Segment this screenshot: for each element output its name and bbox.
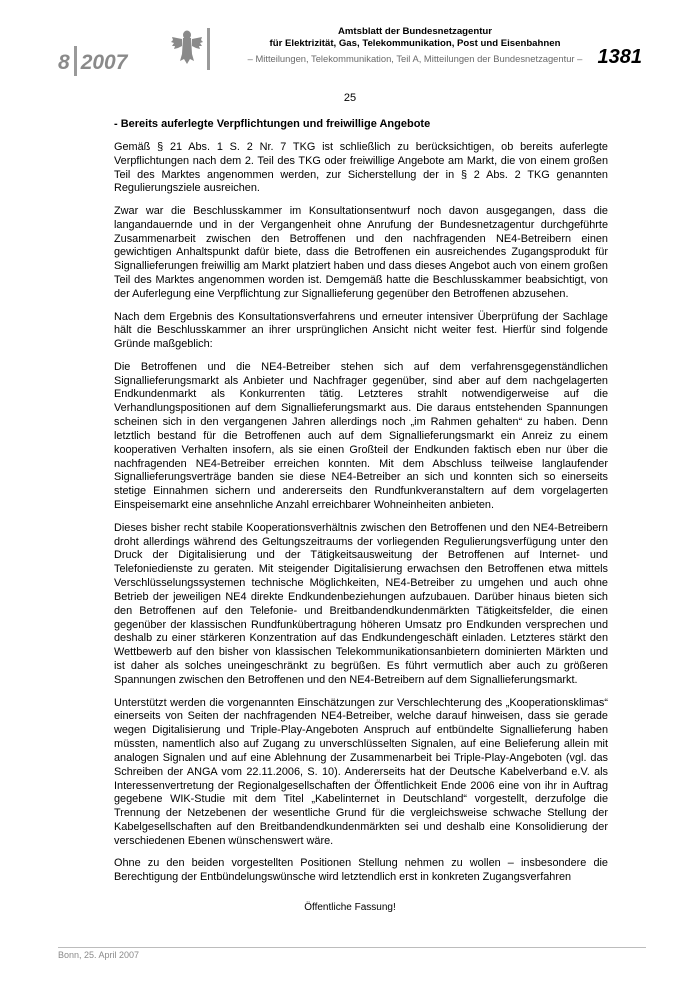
paragraph: Unterstützt werden die vorgenannten Einschätzungen zur Verschlechterung des „Kooperationsklimas“ einerseits von Seiten der nachfragenden NE4-Betreiber, welche darauf hinweisen, dass sie gerade wegen Digitalisierung und Triple-Play-Angeboten Anspruch auf entbündelte Signallieferung haben müssten, namentlich also auf Zugang zu unverschlüsselten Signalen, auf eine Belieferung allein mit analogen Signalen und auf eine Ablehnung der Zusammenarbeit bei Triple-Play-Angeboten (vgl. das Schreiben der ANGA vom 22.11.2006, S. 10). Andererseits hat der Deutsche Kabelverband e.V. als Interessenvertretung der Regionalgesellschaften der Öffentlichkeit Ende 2006 eine von ihr in Auftrag gegebene WIK-Studie mit dem Titel „Kabelinternet in Deutschland“ vorgestellt, derzufolge die Trennung der Netzebenen der wesentliche Grund für die vergleichsweise schwache Stellung der Kabelgesellschaften auf den Breitbandendkundenmärkten sei und deshalb eine Konsolidierung der verschiedenen Ebenen wünschenswert wäre. xyxy=(114,696,608,847)
issue-year: 2007 xyxy=(80,51,128,74)
issue-label xyxy=(58,46,127,76)
footer-rule xyxy=(58,947,646,948)
gazette-page-number: 1381 xyxy=(597,46,642,68)
paragraph: Dieses bisher recht stabile Kooperationsverhältnis zwischen den Betroffenen und den NE4-Betreibern droht allerdings während des Geltungszeitraums der vorliegenden Regulierungsverfügung unter den Druck der Digitalisierung und der Tätigkeitsausweitung der Betroffenen auf Internet- und Telefoniedienste zu geraten. Mit steigender Digitalisierung erwachsen den Betroffenen etwa mittels Verschlüsselungssystemen technische Möglichkeiten, NE4-Betreiber zu umgehen und auch ohne Betrieb der jeweiligen NE4 direkte Endkundenbeziehungen aufzubauen. Darüber hinaus bieten sich den Betroffenen auf den Telefonie- und Breitbandendkundenmärkten Tätigkeitsfelder, die einen gegenüber der klassischen Rundfunkübertragung höheren Umsatz pro Endkunden versprechen und deshalb zu einer stärkeren Konzentration auf das Endkundengeschäft einladen. Letzteres stärkt den Wettbewerb auf den bisher von klassischen Telekommunikationsanbietern dominierten Märkten und ist daher als solches uneingeschränkt zu begrüßen. Es führt vermutlich aber auch zu größeren Spannungen zwischen den Betroffenen und den NE4-Betreibern auf dem Signallieferungsmarkt. xyxy=(114,521,608,686)
paragraph: Die Betroffenen und die NE4-Betreiber stehen sich auf dem verfahrensgegenständlichen Signallieferungsmarkt als Anbieter und Nachfrager gegenüber, sind aber auf dem nachgelagerten Endkundenmarkt als Konkurrenten tätig. Letzteres strahlt notwendigerweise auf die Verhandlungspositionen auf dem Signallieferungsmarkt aus. Die daraus entstehenden Spannungen scheinen sich in den vergangenen Jahren allerdings noch „im Rahmen gehalten“ zu haben. Denn letztlich bestand für die Betroffenen auch auf dem Signallieferungsmarkt ein Anreiz zu einem kooperativen Verhalten insofern, als sie einen Großteil der Endkunden faktisch eben nur über die nachfragenden NE4-Betreiber erreichen konnten. Mit dem Abschluss teilweise langlaufender Signallieferungsverträge banden sie diese NE4-Betreiber an sich und konnten sich so einerseits stetige Einnahmen sichern und andererseits den Rundfunkveranstaltern auf dem vorgelagerten Einspeisemarkt eine ansehnliche Anzahl erreichbarer Wohneinheiten anbieten. xyxy=(114,360,608,512)
issue-separator xyxy=(74,46,77,76)
gazette-subtitle: – Mitteilungen, Telekommunikation, Teil A, Mitteilungen der Bundesnetzagentur – xyxy=(247,53,583,64)
paragraph: Ohne zu den beiden vorgestellten Positionen Stellung nehmen zu wollen – insbesondere die Berechtigung der Entbündelungswünsche wird letztendlich erst in konkreten Zugangsverfahren xyxy=(114,857,608,884)
paragraph: Nach dem Ergebnis des Konsultationsverfahrens und erneuter intensiver Überprüfung der Sachlage hält die Beschlusskammer an ihrer ursprünglichen Ansicht nicht weiter fest. Hierfür sind folgende Gründe maßgeblich: xyxy=(114,310,608,351)
document-body xyxy=(114,118,608,894)
footer-place-date: Bonn, 25. April 2007 xyxy=(58,950,140,960)
document-page-number: 25 xyxy=(343,92,357,104)
paragraph: Gemäß § 21 Abs. 1 S. 2 Nr. 7 TKG ist schließlich zu berücksichtigen, ob bereits auferlegte Verpflichtungen nach dem 2. Teil des TKG oder freiwillige Angebote am Markt, die von einem großen Teil des Marktes angenommen werden, zur Sicherstellung der in § 2 Abs. 2 TKG genannten Regulierungsziele ausreichen. xyxy=(114,140,608,195)
header-divider xyxy=(207,28,210,70)
paragraph: Zwar war die Beschlusskammer im Konsultationsentwurf noch davon ausgegangen, dass die langandauernde und in der Vergangenheit ohne Anrufung der Bundesnetzagentur durchgeführte Zusammenarbeit zwischen den Betroffenen und den nachfragenden NE4-Betreibern einen gewichtigen Anhaltspunkt dafür biete, dass die Betroffenen ein ausreichendes Zugangsprodukt für Signallieferungen freiwillig am Markt platziert haben und dass dieses Angebot auch von einem großen Teil des Marktes angenommen worden ist. Demgemäß hatte die Beschlusskammer beabsichtigt, von der Auferlegung eine Verpflichtung zur Signallieferung gegenüber den Betroffenen abzusehen. xyxy=(114,204,608,300)
gazette-title-line-1: Amtsblatt der Bundesnetzagentur xyxy=(337,26,493,37)
section-heading: - Bereits auferlegte Verpflichtungen und freiwillige Angebote xyxy=(114,118,431,130)
gazette-title xyxy=(215,26,615,49)
issue-number: 8 xyxy=(58,51,70,74)
federal-eagle-icon xyxy=(170,28,204,68)
public-version-notice: Öffentliche Fassung! xyxy=(304,902,396,913)
gazette-title-line-2: für Elektrizität, Gas, Telekommunikation, Post und Eisenbahnen xyxy=(269,37,561,49)
